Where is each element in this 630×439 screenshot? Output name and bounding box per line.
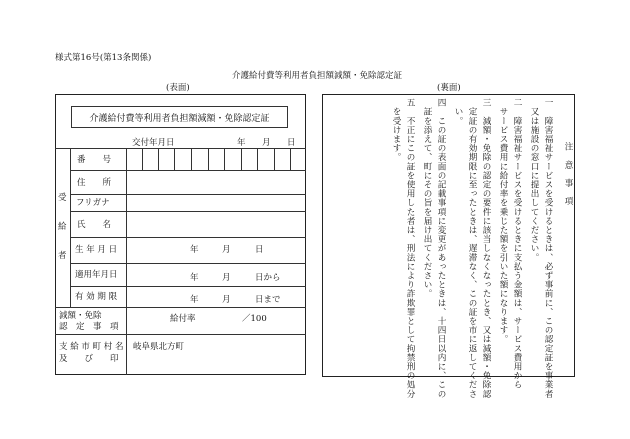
note-5-line-1: 五 不正にこの証を使用した者は、刑法により詐欺罪として拘禁刑の処分 (405, 98, 415, 399)
note-3-line-1: 三 減額・免除の認定の要件に該当しなくなったとき、又は減額・免除認 (481, 98, 491, 399)
note-1-line-2: 又は施設の窓口に提出してください。 (529, 98, 539, 262)
note-4-line-2: 証を添えて、町にその旨を届け出てください。 (422, 98, 432, 299)
note-2-line-2: サービス費用に給付率を乗じた額を引いた額になります。 (498, 98, 508, 344)
certificate-title-box (71, 106, 288, 128)
validity-day: 日まで (255, 295, 281, 305)
applicable-date-label: 適用年月日 (75, 270, 118, 280)
birth-date-year: 年 (190, 245, 199, 255)
back-side-label: (裏面) (437, 83, 461, 93)
validity-label: 有 効 期 限 (75, 292, 118, 302)
validity-year: 年 (190, 295, 199, 305)
document-title: 介護給付費等利用者負担額減額・免除認定証 (232, 71, 403, 81)
applicable-date-month: 月 (222, 273, 231, 283)
issuer-label-line2: 及 び 印 (59, 354, 119, 364)
address-label: 住 所 (77, 178, 112, 188)
recipient-label-char-2: 給 (58, 222, 67, 232)
furigana-label: フリガナ (76, 198, 110, 208)
certificate-title: 介護給付費等利用者負担額減額・免除認定証 (89, 113, 270, 124)
note-3-line-2: 定証の有効期限に至ったときは、遅滞なく、この証を市に返してくださ (467, 98, 477, 399)
notes-title: 注 意 事 項 (563, 142, 573, 206)
issuer-municipality: 岐阜県北方町 (133, 342, 185, 352)
front-side-label: (表面) (166, 83, 190, 93)
issue-date-label: 交付年月日 (132, 138, 175, 148)
applicable-date-day: 日から (255, 273, 281, 283)
issuer-label-line1: 支 給 市 町 村 名 (59, 342, 124, 352)
birth-date-day: 日 (255, 245, 264, 255)
issue-date-day: 日 (287, 138, 296, 148)
note-1-line-1: 一 障害福祉サービスを受けるときは、必ず事前に、この認定証を事業者 (543, 98, 553, 399)
recipient-label-char-3: 者 (58, 251, 67, 261)
recipient-label-char-1: 受 (58, 193, 67, 203)
note-5-line-2: を受けます。 (391, 98, 401, 162)
name-label: 氏 名 (77, 220, 112, 230)
benefit-rate-suffix: ／100 (242, 314, 267, 324)
note-4-line-1: 四 この証の表面の記載事項に変更があったときは、十四日以内に、この (436, 98, 446, 399)
reduction-label-line2: 認 定 事 項 (59, 322, 119, 332)
note-3-line-3: い。 (453, 98, 463, 126)
benefit-rate-label: 給付率 (170, 314, 196, 324)
front-certificate-frame (55, 94, 306, 375)
issue-date-year: 年 (237, 138, 246, 148)
reduction-label-line1: 減額・免除 (59, 311, 102, 321)
birth-date-label: 生 年 月 日 (75, 245, 118, 255)
validity-month: 月 (222, 295, 231, 305)
form-number: 様式第16号(第13条関係) (55, 53, 152, 63)
note-2-line-1: 二 障害福祉サービスを受けるときに支払う金額は、サービス費用から (512, 98, 522, 390)
birth-date-month: 月 (222, 245, 231, 255)
applicable-date-year: 年 (190, 273, 199, 283)
issue-date-month: 月 (262, 138, 271, 148)
number-label: 番 号 (77, 155, 112, 165)
